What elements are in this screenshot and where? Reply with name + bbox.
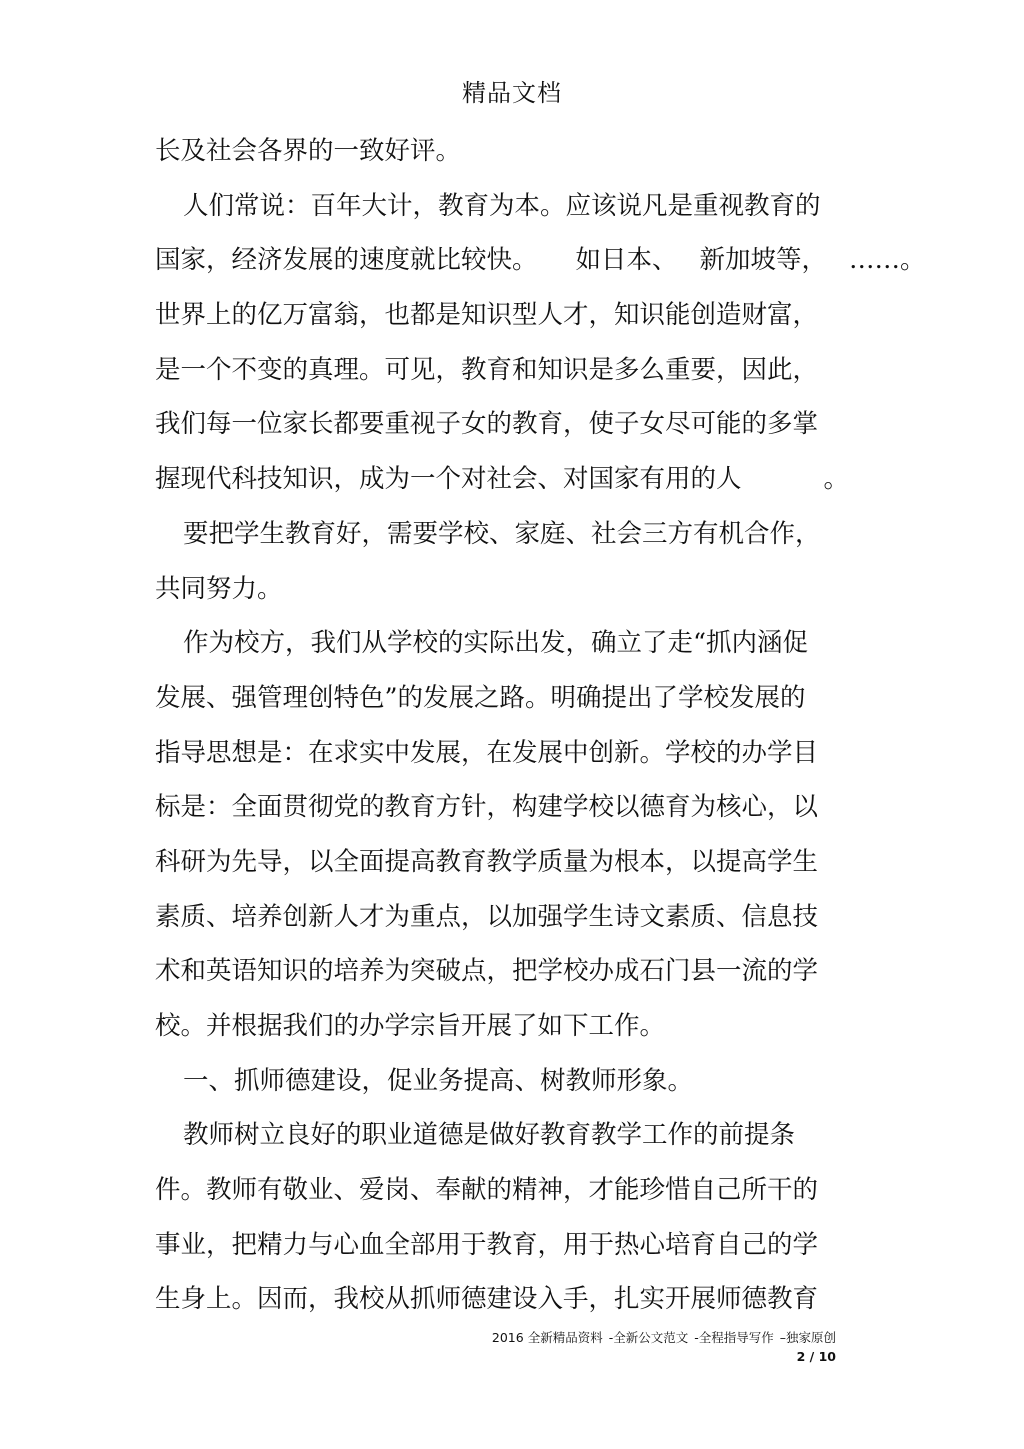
text-line: 人们常说：百年大计，教育为本。应该说凡是重视教育的 <box>183 190 821 221</box>
text-line: 事业，把精力与心血全部用于教育，用于热心培育自己的学 <box>155 1229 819 1260</box>
text-line: 发展、强管理创特色”的发展之路。明确提出了学校发展的 <box>155 682 806 713</box>
text-line: 长及社会各界的一致好评。 <box>155 136 462 166</box>
page-header <box>0 76 1024 110</box>
text-line: 作为校方，我们从学校的实际出发，确立了走“抓内涵促 <box>183 628 809 659</box>
text-line: 术和英语知识的培养为突破点，把学校办成石门县一流的学 <box>155 956 819 987</box>
text-line: 生身上。因而，我校从抓师德建设入手，扎实开展师德教育 <box>155 1284 819 1315</box>
text-line: 共同努力。 <box>155 573 283 604</box>
text-line: 握现代科技知识，成为一个对社会、对国家有用的人 。 <box>155 464 850 495</box>
text-line: 世界上的亿万富翁，也都是知识型人才，知识能创造财富， <box>155 300 819 331</box>
text-line: 件。教师有敬业、爱岗、奉献的精神，才能珍惜自己所干的 <box>155 1175 819 1206</box>
text-line: 教师树立良好的职业道德是做好教育教学工作的前提条 <box>183 1120 796 1151</box>
text-line: 国家，经济发展的速度就比较快。 如日本、 新加坡等， ……。 <box>155 245 926 276</box>
text-line: 要把学生教育好，需要学校、家庭、社会三方有机合作， <box>183 518 821 549</box>
document-body <box>155 131 926 1334</box>
text-line: 素质、培养创新人才为重点，以加强学生诗文素质、信息技 <box>155 901 819 932</box>
text-line: 是一个不变的真理。可见，教育和知识是多么重要，因此， <box>155 354 819 385</box>
header-title: 精品文档 <box>462 79 562 107</box>
page-footer <box>486 1328 836 1366</box>
text-line: 校。并根据我们的办学宗旨开展了如下工作。 <box>155 1011 666 1041</box>
footer-slogan: 2016 全新精品资料 -全新公文范文 -全程指导写作 –独家原创 <box>491 1330 836 1345</box>
text-line: 我们每一位家长都要重视子女的教育，使子女尽可能的多掌 <box>155 409 819 440</box>
section-heading: 一、抓师德建设，促业务提高、树教师形象。 <box>183 1065 694 1096</box>
text-line: 科研为先导，以全面提高教育教学质量为根本，以提高学生 <box>155 846 819 877</box>
text-line: 标是：全面贯彻党的教育方针，构建学校以德育为核心，以 <box>155 792 819 823</box>
text-line: 指导思想是：在求实中发展，在发展中创新。学校的办学目 <box>155 737 819 768</box>
page-number: 2 / 10 <box>796 1349 836 1364</box>
